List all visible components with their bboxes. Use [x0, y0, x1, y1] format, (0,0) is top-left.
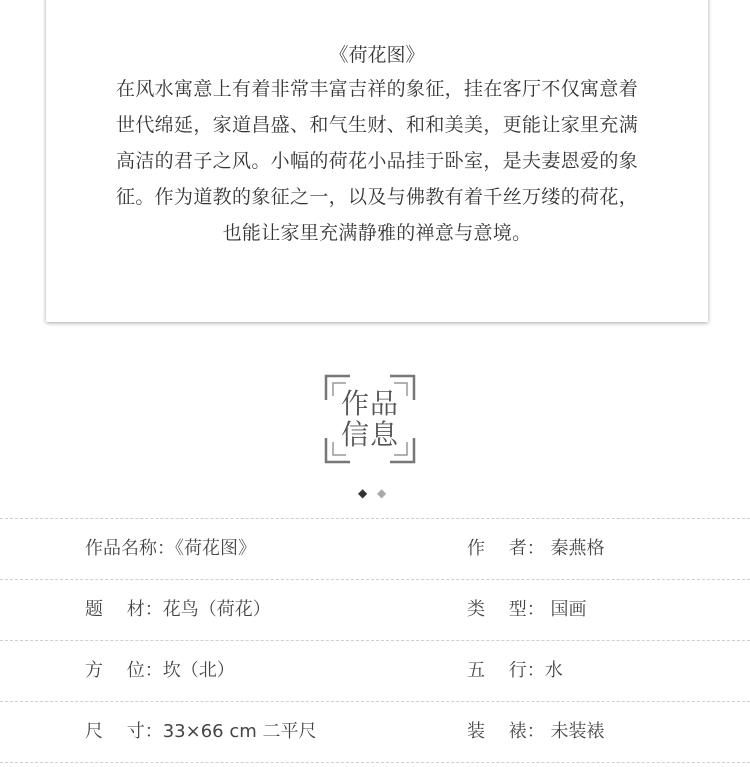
info-mounting: 装 裱： 未装裱	[467, 721, 605, 742]
info-row	[0, 518, 750, 579]
info-row	[0, 579, 750, 640]
info-direction: 方 位：坎（北）	[85, 660, 235, 681]
section-divider	[358, 486, 394, 500]
diamond-icon-light: ◆	[377, 486, 387, 500]
artwork-description: 在风水寓意上有着非常丰富吉祥的象征，挂在客厅不仅寓意着世代绵延，家道昌盛、和气生财、和和美美，更能让家里充满高洁的君子之风。小幅的荷花小品挂于卧室，是夫妻恩爱的象征。作为道教的象征之一，以及与佛教有着千丝万缕的荷花，也能让家里充满静雅的禅意与意境。	[116, 78, 638, 244]
artwork-title: 《荷花图》	[329, 44, 425, 66]
badge-line-1: 作品	[340, 387, 399, 420]
info-row	[0, 701, 750, 763]
info-row	[0, 640, 750, 701]
info-size: 尺 寸：33×66 cm 二平尺	[85, 721, 317, 742]
info-element: 五 行：水	[467, 660, 563, 681]
diamond-icon-dark: ◆	[358, 486, 368, 500]
info-artwork-name: 作品名称：《荷花图》	[85, 538, 256, 559]
info-subject: 题 材：花鸟（荷花）	[85, 599, 271, 620]
section-badge-artwork-info	[324, 374, 416, 464]
artwork-info-table	[0, 518, 750, 763]
info-type: 类 型： 国画	[467, 599, 587, 620]
description-card	[46, 0, 708, 322]
info-author: 作 者： 秦燕格	[467, 538, 605, 559]
badge-line-2: 信息	[340, 418, 399, 451]
